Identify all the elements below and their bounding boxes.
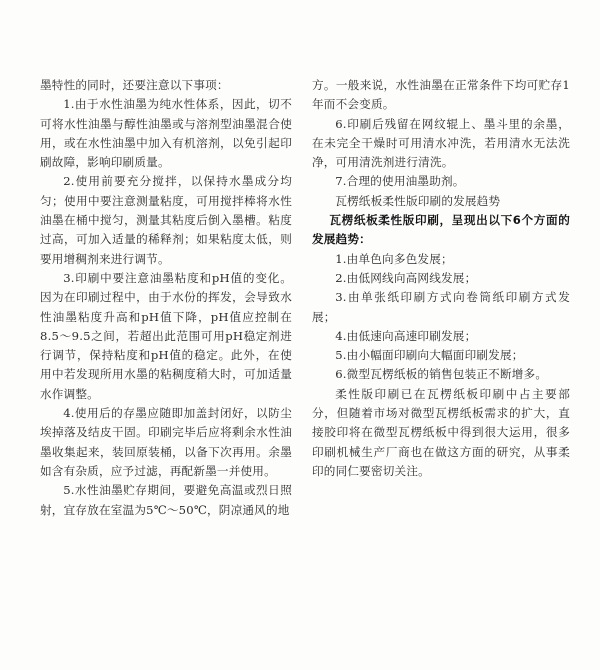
list-item: 2.由低网线向高网线发展； (335, 270, 477, 285)
list-item: 1.由单色向多色发展； (335, 251, 453, 266)
paragraph: 柔性版印刷已在瓦楞纸板印刷中占主要部分，但随着市场对微型瓦楞纸板需求的扩大，直接胶印将在微型瓦楞纸板中得到很大运用，很多印刷机械生产厂商也在做这方面的研究，从事柔印的同仁要密切关注。 (312, 386, 570, 478)
right-column (312, 76, 570, 481)
list-item: 3.由单张纸印刷方式向卷筒纸印刷方式发展； (312, 290, 570, 324)
paragraph: 1.由于水性油墨为纯水性体系，因此，切不可将水性油墨与醇性油墨或与溶剂型油墨混合使用，或在水性油墨中加入有机溶剂，以免引起印刷故障，影响印刷质量。 (40, 97, 292, 170)
paragraph: 方。一般来说，水性油墨在正常条件下均可贮存1年而不会变质。 (312, 78, 570, 112)
paragraph: 5.水性油墨贮存期间，要避免高温或烈日照射，宜存放在室温为5℃～50℃，阴凉通风的地 (40, 483, 292, 517)
paragraph: 7.合理的使用油墨助剂。 (335, 174, 465, 189)
list-item: 6.微型瓦楞纸板的销售包装正不断增多。 (335, 367, 548, 382)
paragraph: 6.印刷后残留在网纹辊上、墨斗里的余墨，在未完全干燥时可用清水冲洗，若用清水无法洗净，可用清洗剂进行清洗。 (312, 116, 570, 170)
list-item: 4.由低速向高速印刷发展； (335, 328, 477, 343)
section-title: 瓦楞纸板柔性版印刷的发展趋势 (335, 193, 501, 208)
list-item: 5.由小幅面印刷向大幅面印刷发展； (335, 348, 524, 363)
left-column (40, 76, 292, 520)
section-heading: 瓦楞纸板柔性版印刷，呈现出以下6个方面的发展趋势： (312, 213, 570, 247)
paragraph: 4.使用后的存墨应随即加盖封闭好，以防尘埃掉落及结皮干固。印刷完毕后应将剩余水性油墨收集起来，装回原装桶，以备下次再用。余墨如含有杂质，应予过滤，再配新墨一并使用。 (40, 406, 292, 478)
paragraph: 墨特性的同时，还要注意以下事项： (40, 78, 229, 92)
paragraph: 3.印刷中要注意油墨粘度和pH值的变化。因为在印刷过程中，由于水份的挥发，会导致水性油墨粘度升高和pH值下降，pH值应控制在8.5～9.5之间，若超出此范围可用pH稳定剂进行调节，保持粘度和pH值的稳定。此外，在使用中若发现所用水墨的粘稠度稍大时，可加适量水作调整。 (40, 270, 292, 401)
paragraph: 2.使用前要充分搅拌，以保持水墨成分均匀；使用中要注意测量粘度，可用搅拌棒将水性油墨在桶中搅匀，测量其粘度后倒入墨槽。粘度过高，可加入适量的稀释剂；如果粘度太低，则要用增稠剂来进行调节。 (40, 174, 292, 266)
